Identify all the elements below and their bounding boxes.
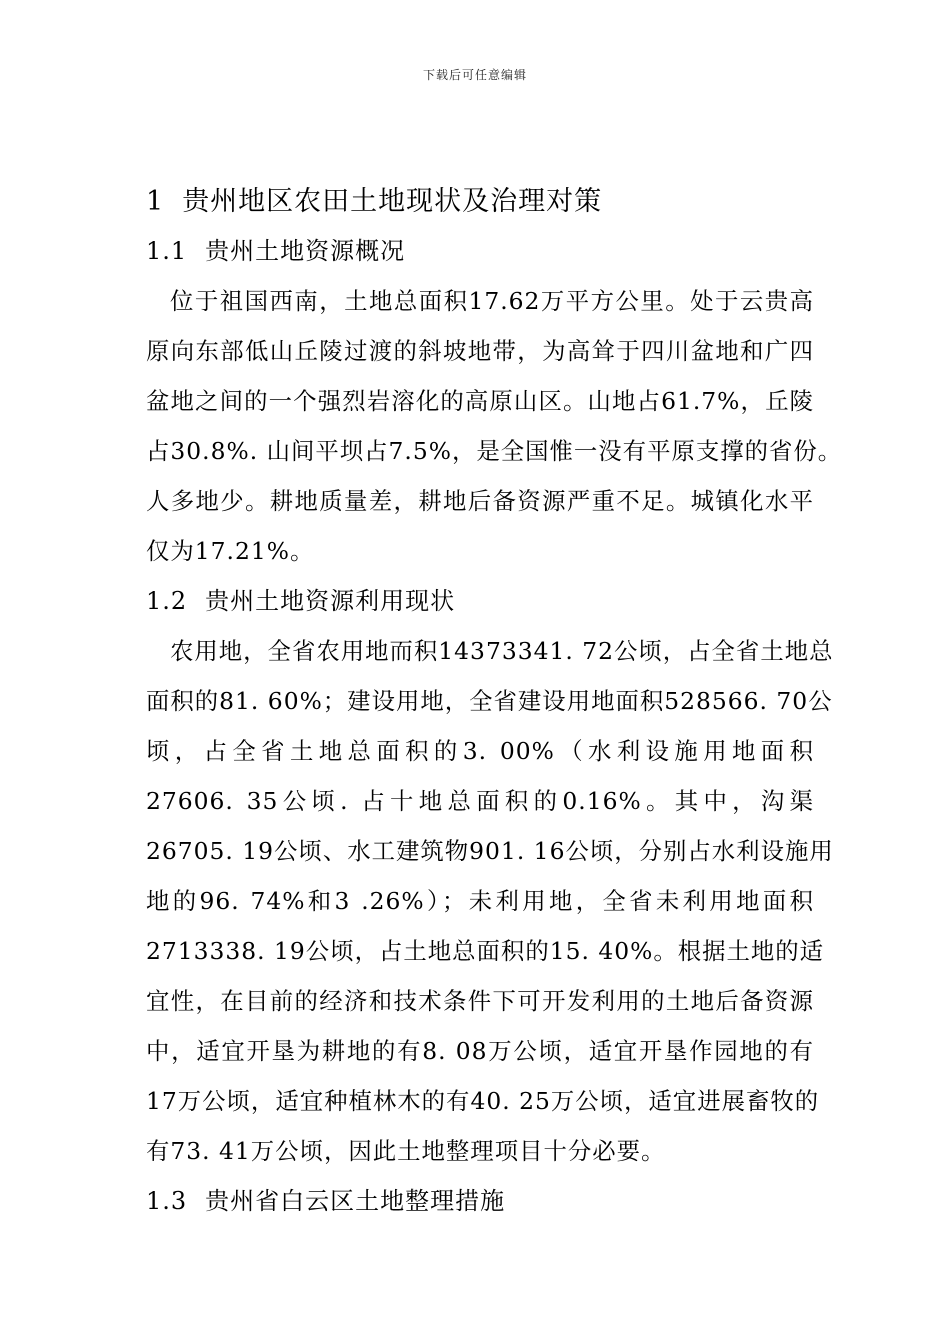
paragraph-line: 顷，占全省土地总面积的3. 00%（水利设施用地面积 bbox=[146, 737, 814, 765]
paragraph-line: 宜性，在目前的经济和技术条件下可开发利用的土地后备资源 bbox=[146, 987, 814, 1015]
paragraph-line: 农用地，全省农用地而积14373341. 72公顷，占全省土地总 bbox=[170, 637, 834, 665]
section-1-heading bbox=[146, 178, 814, 226]
paragraph-line: 面积的81. 60%；建设用地，全省建设用地面积528566. 70公 bbox=[146, 687, 833, 715]
section-1-3-heading bbox=[146, 1176, 814, 1226]
paragraph-line: 中，适宜开垦为耕地的有8. 08万公顷，适宜开垦作园地的有 bbox=[146, 1037, 814, 1065]
paragraph-line: 原向东部低山丘陵过渡的斜坡地带，为高耸于四川盆地和广四 bbox=[146, 337, 814, 365]
paragraph-line: 人多地少。耕地质量差，耕地后备资源严重不足。城镇化水平 bbox=[146, 487, 814, 515]
section-1-3-number: 1.3 bbox=[146, 1187, 188, 1215]
section-1-2-number: 1.2 bbox=[146, 587, 188, 615]
section-1-number: 1 bbox=[146, 186, 165, 217]
section-1-1-paragraph bbox=[146, 276, 843, 576]
paragraph-line: 盆地之间的一个强烈岩溶化的高原山区。山地占61.7%，丘陵 bbox=[146, 387, 814, 415]
section-1-title: 贵州地区农田土地现状及治理对策 bbox=[182, 186, 603, 217]
paragraph-line: 位于祖国西南，土地总面积17.62万平方公里。处于云贵高 bbox=[170, 287, 814, 315]
paragraph-line: 有73. 41万公顷，因此土地整理项目十分必要。 bbox=[146, 1137, 666, 1165]
paragraph-line: 仅为17.21%。 bbox=[146, 537, 315, 565]
section-1-2-heading bbox=[146, 576, 814, 626]
page-header-note: 下载后可任意编辑 bbox=[422, 68, 527, 82]
section-1-1-number: 1.1 bbox=[146, 237, 188, 265]
section-1-1-heading bbox=[146, 226, 814, 276]
paragraph-line: 26705. 19公顷、水工建筑物901. 16公顷，分别占水利设施用 bbox=[146, 837, 834, 865]
paragraph-line: 2713338. 19公顷，占土地总面积的15. 40%。根据土地的适 bbox=[146, 937, 825, 965]
paragraph-line: 17万公顷，适宜种植林木的有40. 25万公顷，适宜进展畜牧的 bbox=[146, 1087, 820, 1115]
section-1-2-paragraph bbox=[146, 626, 834, 1176]
paragraph-line: 地的96. 74%和3 .26%）；未利用地，全省未利用地面积 bbox=[146, 887, 814, 915]
paragraph-line: 27606. 35公顷. 占十地总面积的0.16%。其中，沟渠 bbox=[146, 787, 814, 815]
document-body bbox=[146, 178, 843, 1226]
section-1-1-title: 贵州土地资源概况 bbox=[205, 237, 406, 265]
section-1-3-title: 贵州省白云区土地整理措施 bbox=[205, 1187, 506, 1215]
paragraph-line: 占30.8%. 山间平坝占7.5%，是全国惟一没有平原支撑的省份。 bbox=[146, 437, 843, 465]
section-1-2-title: 贵州土地资源利用现状 bbox=[205, 587, 456, 615]
